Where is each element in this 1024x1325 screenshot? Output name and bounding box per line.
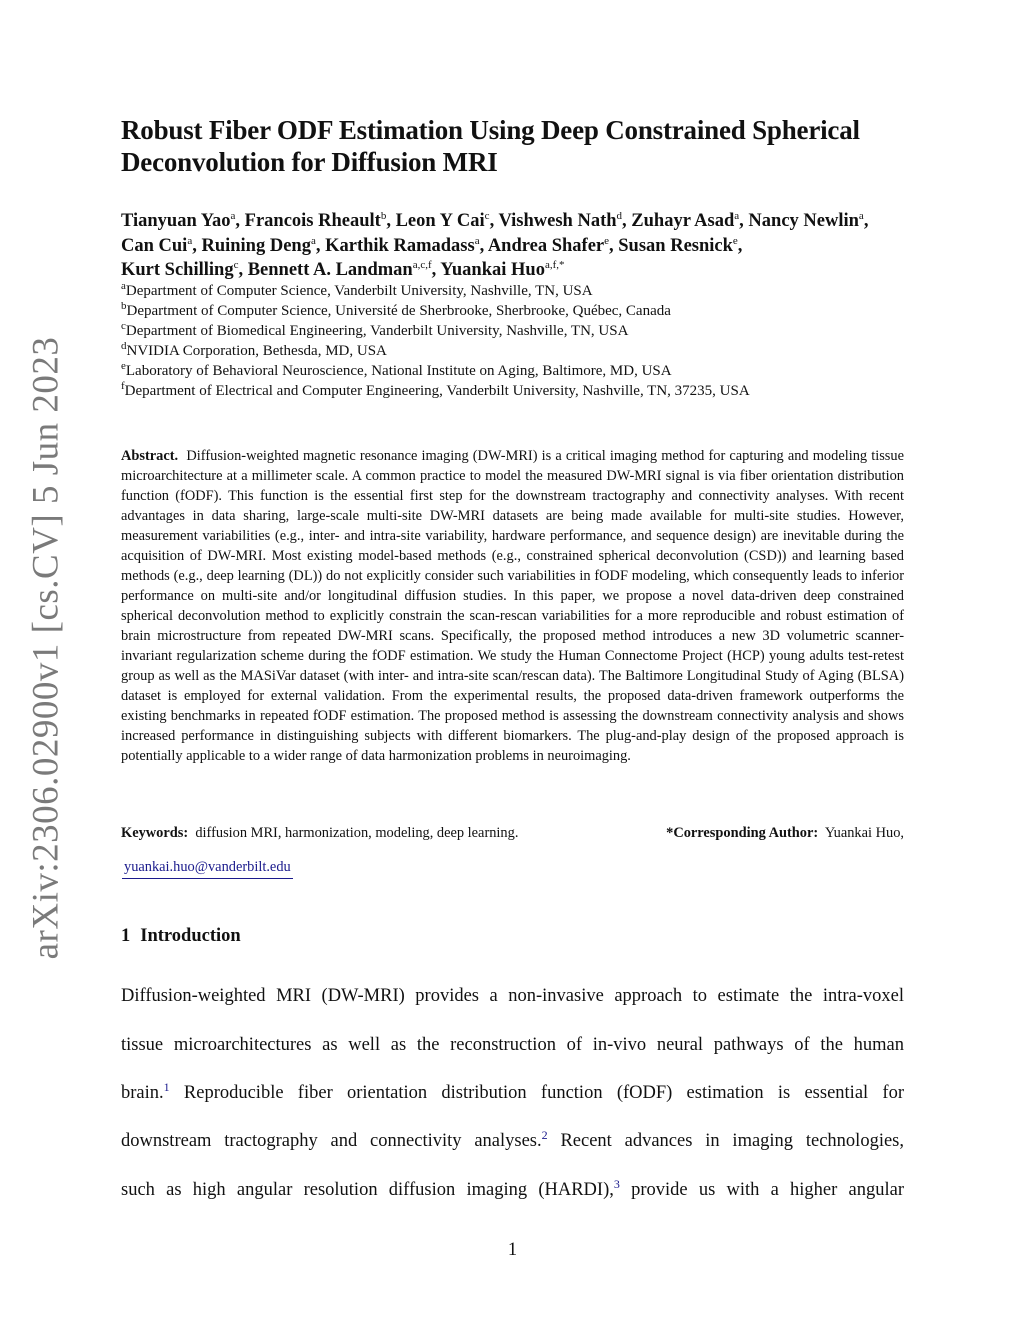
author-name: Karthik Ramadass [325,235,475,256]
author-affiliation-mark: a [474,234,480,247]
author [618,236,738,256]
arxiv-identifier-stamp: arXiv:2306.02900v1 [cs.CV] 5 Jun 2023 [25,336,67,960]
corresponding-email-link[interactable]: yuankai.huo@vanderbilt.edu [122,857,293,879]
author-affiliation-mark: d [616,209,623,222]
corresponding-author-label: *Corresponding Author: [666,825,819,841]
author [121,260,238,280]
paper-title: Robust Fiber ODF Estimation Using Deep Constrained Spherical Deconvolution for Diffusion MRI [121,115,860,177]
intro-text-tail: Recent advances in imaging technologies, [547,1131,905,1151]
intro-text-tail: Reproducible fiber orientation distribution function (fODF) estimation is essential for [169,1083,904,1103]
affiliation-text: Department of Computer Science, Université de Sherbrooke, Sherbrooke, Québec, Canada [126,303,671,319]
author [488,236,609,256]
author-name: Francois Rheault [244,211,381,231]
author-name: Kurt Schilling [121,260,234,280]
affiliation-mark: a [121,280,126,292]
author-affiliation-mark: a [734,209,740,222]
intro-text: tissue microarchitectures as well as the reconstruction of in-vivo neural pathways of the human [121,1035,904,1055]
keywords-text: diffusion MRI, harmonization, modeling, deep learning. [195,825,519,841]
corresponding-author [666,823,904,843]
author-affiliation-mark: a,c,f [412,258,432,271]
intro-line [121,983,904,1009]
affiliation-mark: b [121,300,127,312]
author-affiliation-mark: c [484,209,490,222]
author [201,236,315,256]
section-title: Introduction [140,926,241,946]
intro-text: such as high angular resolution diffusion imaging (HARDI), [121,1180,614,1200]
affiliation-mark: c [121,320,126,332]
author-affiliation-mark: a [310,234,316,247]
author [248,260,432,280]
intro-line [121,1177,904,1203]
author-affiliation-mark: a,f,* [544,258,565,271]
affiliation [121,281,904,301]
author [748,211,863,231]
author-name: Ruining Deng [201,235,311,256]
intro-line [121,1080,904,1106]
author-list: Tianyuan Yao$^a$, Francois Rheault$^b$, Leon Y Cai$^c$, Vishwesh Nath$^d$, Zuhayr Asad$^a$, Nancy Newlin$^a$, Can Cui$^a$, Ruining Deng$^a$, Karthik Ramadass$^a$, Andrea Shafer$^e$, Susan Resnick$^e$, Kurt Schilling$^c$, Bennett A. Landman$^{a,c,f}$, Yuankai Huo$^{a,f,*}$ [121,209,869,280]
author-affiliation-mark: e [604,234,610,247]
citation-link[interactable]: 1 [163,1079,170,1094]
affiliation-text: NVIDIA Corporation, Bethesda, MD, USA [126,343,387,359]
intro-text: downstream tractography and connectivity analyses. [121,1131,542,1151]
affiliation [121,361,904,381]
intro-line [121,1032,904,1058]
abstract [121,446,904,766]
author-name: Can Cui [121,235,188,256]
author [121,211,235,231]
author-name: Andrea Shafer [487,235,605,256]
affiliation-text: Laboratory of Behavioral Neuroscience, National Institute on Aging, Baltimore, MD, USA [125,363,672,379]
author-affiliation-mark: b [380,209,387,222]
affiliation-mark: e [121,360,126,372]
affiliation-text: Department of Biomedical Engineering, Vanderbilt University, Nashville, TN, USA [125,323,629,339]
author-name: Tianyuan Yao [121,211,231,231]
abstract-label: Abstract. [121,448,179,464]
corresponding-author-name: Yuankai Huo, [824,825,904,841]
affiliation-list [121,281,904,401]
author [396,211,490,231]
author-name: Vishwesh Nath [498,211,617,231]
intro-text-tail: provide us with a higher angular [619,1180,904,1200]
affiliation [121,321,904,341]
author [631,211,739,231]
section-heading [121,923,241,949]
author-name: Susan Resnick [618,235,733,256]
author-affiliation-mark: a [858,209,864,222]
author-name: Nancy Newlin [748,211,859,231]
section-number: 1 [121,926,131,946]
page-number: 1 [507,1240,518,1260]
keywords-label: Keywords: [121,825,189,841]
author-affiliation-mark: c [233,258,239,271]
author [325,236,479,256]
author [121,236,192,256]
citation-link[interactable]: 3 [613,1176,620,1191]
author [245,211,387,231]
affiliation [121,301,904,321]
affiliation [121,381,904,401]
affiliation-mark: d [121,340,127,352]
abstract-text: Diffusion-weighted magnetic resonance imaging (DW-MRI) is a critical imaging method for capturing and modeling tissue microarchitecture at a millimeter scale. A common practice to model the measured DW-MRI signal is via fiber orientation distribution function (fODF). This function is the essential first step for the downstream tractography and connectivity analyses. With recent advantages in data sharing, large-scale multi-site DW-MRI datasets are being made available for multi-site studies. However, measurement variabilities (e.g., inter- and intra-site variability, hardware performance, and sequence design) are inevitable during the acquisition of DW-MRI. Most existing model-based methods (e.g., constrained spherical deconvolution (CSD)) and learning based methods (e.g., deep learning (DL)) do not explicitly consider such variabilities in fODF modeling, which consequently leads to inferior performance on multi-site and/or longitudinal diffusion studies. In this paper, we propose a novel data-driven deep constrained spherical deconvolution method to explicitly constrain the scan-rescan variabilities for a more reproducible and robust estimation of brain microstructure from repeated DW-MRI scans. Specifically, the proposed method introduces a new 3D volumetric scanner-invariant regularization scheme during the fODF estimation. We study the Human Connectome Project (HCP) young adults test-retest group as well as the MASiVar dataset (with inter- and intra-site scan/rescan data). The Baltimore Longitudinal Study of Aging (BLSA) dataset is employed for external validation. From the experimental results, the proposed data-driven framework outperforms the existing benchmarks in repeated fODF estimation. The proposed method is assessing the downstream connectivity analysis and shows increased performance in distinguishing subjects with different biomarkers. The plug-and-play design of the proposed approach is potentially applicable to a wider range of data harmonization problems in neuroimaging. [121,448,904,764]
affiliation [121,341,904,361]
affiliation-mark: f [121,380,125,392]
intro-text: Diffusion-weighted MRI (DW-MRI) provides a non-invasive approach to estimate the intra-voxel [121,986,904,1006]
author-name: Yuankai Huo [440,260,545,280]
author [498,211,622,231]
author-name: Zuhayr Asad [631,211,735,231]
affiliation-text: Department of Electrical and Computer Engineering, Vanderbilt University, Nashville, TN, 37235, USA [124,383,750,399]
keywords-row [121,823,904,843]
intro-line [121,1128,904,1154]
affiliation-text: Department of Computer Science, Vanderbilt University, Nashville, TN, USA [125,283,593,299]
author-affiliation-mark: e [732,234,738,247]
intro-text: brain. [121,1083,164,1103]
author-affiliation-mark: a [187,234,193,247]
author-name: Leon Y Cai [395,211,485,231]
author [440,260,564,280]
citation-link[interactable]: 2 [541,1127,548,1142]
author-name: Bennett A. Landman [247,260,413,280]
author-affiliation-mark: a [230,209,236,222]
